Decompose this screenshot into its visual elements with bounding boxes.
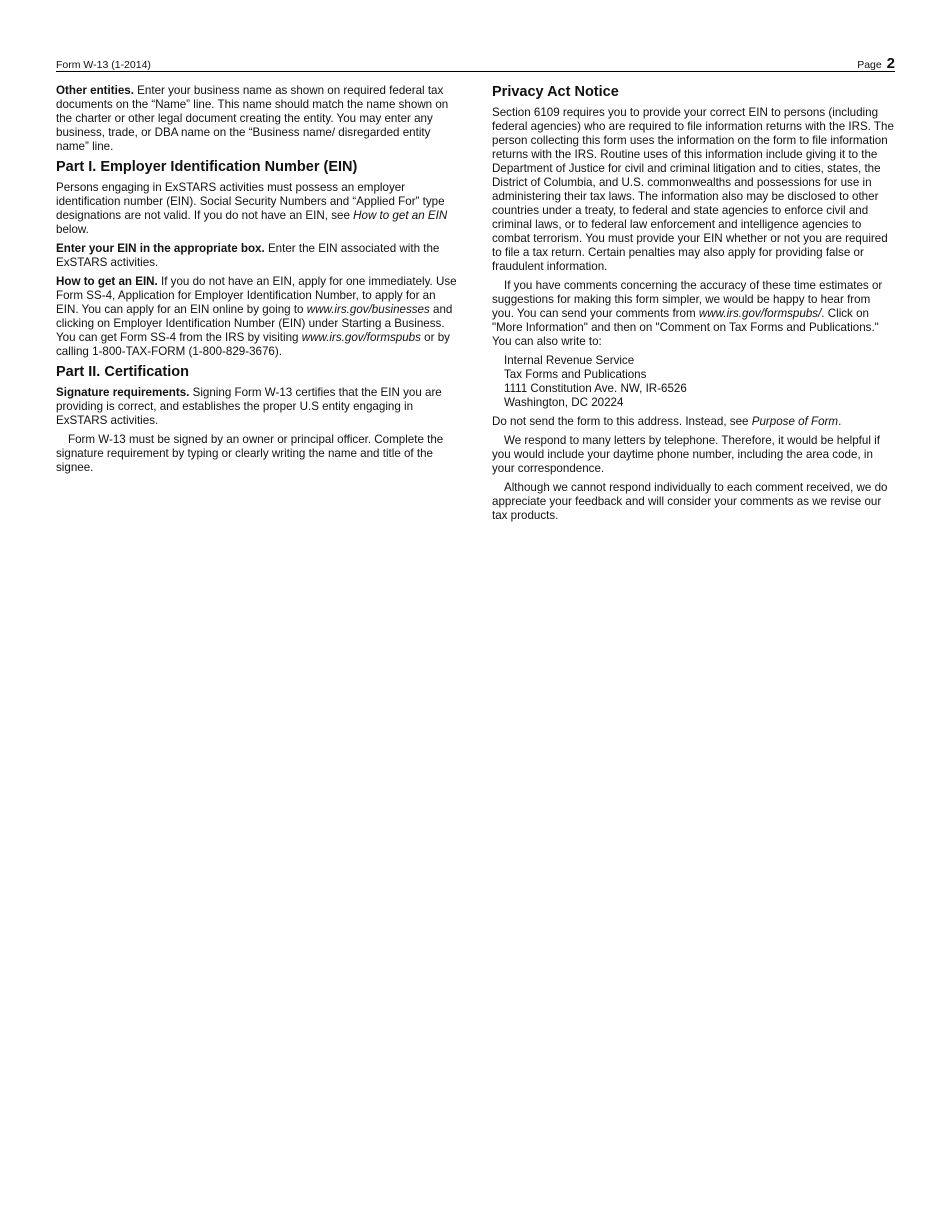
enter-ein-paragraph (56, 242, 459, 270)
part1-text: Persons engaging in ExSTARS activities must possess an employer identification number (EIN). Social Security Numbers and “Applied For” type designations are not valid. If you do not have an EIN, see (56, 181, 445, 222)
document-page (56, 52, 895, 528)
how-text-3: or by calling 1-800-TAX-FORM (1-800-829-3676). (56, 331, 450, 358)
enter-ein-lead: Enter your EIN in the appropriate box. (56, 242, 265, 255)
privacy-paragraph-5: Although we cannot respond individually to each comment received, we do appreciate your feedback and will consider your comments as we revise our tax products. (492, 481, 888, 522)
irs-formspubs-link[interactable]: www.irs.gov/formspubs (301, 331, 421, 344)
signature-lead: Signature requirements. (56, 386, 190, 399)
how-text-2: and clicking on Employer Identification Number (EIN) under Starting a Business. You can get Form SS-4 from the IRS by visiting (56, 303, 453, 344)
part1-text-end: below. (56, 223, 89, 236)
privacy-p3-text: Do not send the form to this address. Instead, see (492, 415, 752, 428)
other-entities-text: Enter your business name as shown on required federal tax documents on the “Name” line. This name should match the name shown on the charter or other legal document creating the entity. You may enter any business, trade, or DBA name on the “Business name/ disregarded entity name” line. (56, 84, 449, 153)
page-indicator (857, 56, 895, 71)
how-to-get-ein-lead: How to get an EIN. (56, 275, 158, 288)
part1-italic-ref: How to get an EIN (353, 209, 448, 222)
privacy-act-heading: Privacy Act Notice (492, 84, 619, 100)
privacy-p2-text-2: . Click on "More Information" and then on "Comment on Tax Forms and Publications." You can also write to: (492, 307, 879, 348)
enter-ein-text: Enter the EIN associated with the ExSTARS activities. (56, 242, 440, 269)
page-word: Page (857, 59, 882, 71)
address-line: Tax Forms and Publications (504, 368, 647, 381)
how-text-1: If you do not have an EIN, apply for one immediately. Use Form SS-4, Application for Employer Identification Number, to apply for an EIN. You can apply for an EIN online by going to (56, 275, 457, 316)
irs-businesses-link[interactable]: www.irs.gov/businesses (306, 303, 430, 316)
address-line: Internal Revenue Service (504, 354, 635, 367)
other-entities-paragraph (56, 84, 459, 154)
privacy-paragraph-2 (492, 279, 895, 349)
left-column (56, 84, 459, 528)
part1-paragraph (56, 181, 459, 237)
form-label: Form W-13 (1-2014) (56, 59, 151, 71)
page-header (56, 52, 895, 72)
mailing-address (504, 354, 895, 410)
other-entities-lead: Other entities. (56, 84, 134, 97)
signee-paragraph: Form W-13 must be signed by an owner or principal officer. Complete the signature requirement by typing or clearly writing the name and title of the signee. (56, 433, 444, 474)
privacy-paragraph-1: Section 6109 requires you to provide your correct EIN to persons (including federal agencies) who are required to file information returns with the IRS. The person collecting this form uses the information on the form to file information returns with the IRS. Routine uses of this information include giving it to the Department of Justice for civil and criminal litigation and to cities, states, the District of Columbia, and U.S. commonwealths and possessions for use in administering their tax laws. The information also may be disclosed to other countries under a treaty, to federal and state agencies to enforce civil and criminal laws, or to federal law enforcement and intelligence agencies to combat terrorism. You must provide your EIN whether or not you are required to file a tax return. Certain penalties may also apply for providing false or fraudulent information. (492, 106, 894, 273)
formspubs-comment-link[interactable]: www.irs.gov/formspubs/ (698, 307, 822, 320)
privacy-paragraph-4: We respond to many letters by telephone. Therefore, it would be helpful if you would include your daytime phone number, including the area code, in your correspondence. (492, 434, 880, 475)
address-line: 1111 Constitution Ave. NW, IR-6526 (504, 382, 687, 395)
part1-heading: Part I. Employer Identification Number (EIN) (56, 159, 358, 175)
privacy-paragraph-3 (492, 415, 895, 429)
privacy-p2-text-1: If you have comments concerning the accuracy of these time estimates or suggestions for making this form simpler, we would be happy to hear from you. You can send your comments from (492, 279, 883, 320)
signature-text: Signing Form W-13 certifies that the EIN you are providing is correct, and establishes the proper U.S entity engaging in ExSTARS activities. (56, 386, 442, 427)
page-number: 2 (886, 55, 895, 72)
privacy-p3-end: . (838, 415, 842, 428)
address-line: Washington, DC 20224 (504, 396, 624, 409)
signature-paragraph (56, 386, 459, 428)
purpose-of-form-ref: Purpose of Form (751, 415, 839, 428)
right-column (492, 84, 895, 528)
how-to-get-ein-paragraph (56, 275, 459, 359)
part2-heading: Part II. Certification (56, 364, 189, 380)
